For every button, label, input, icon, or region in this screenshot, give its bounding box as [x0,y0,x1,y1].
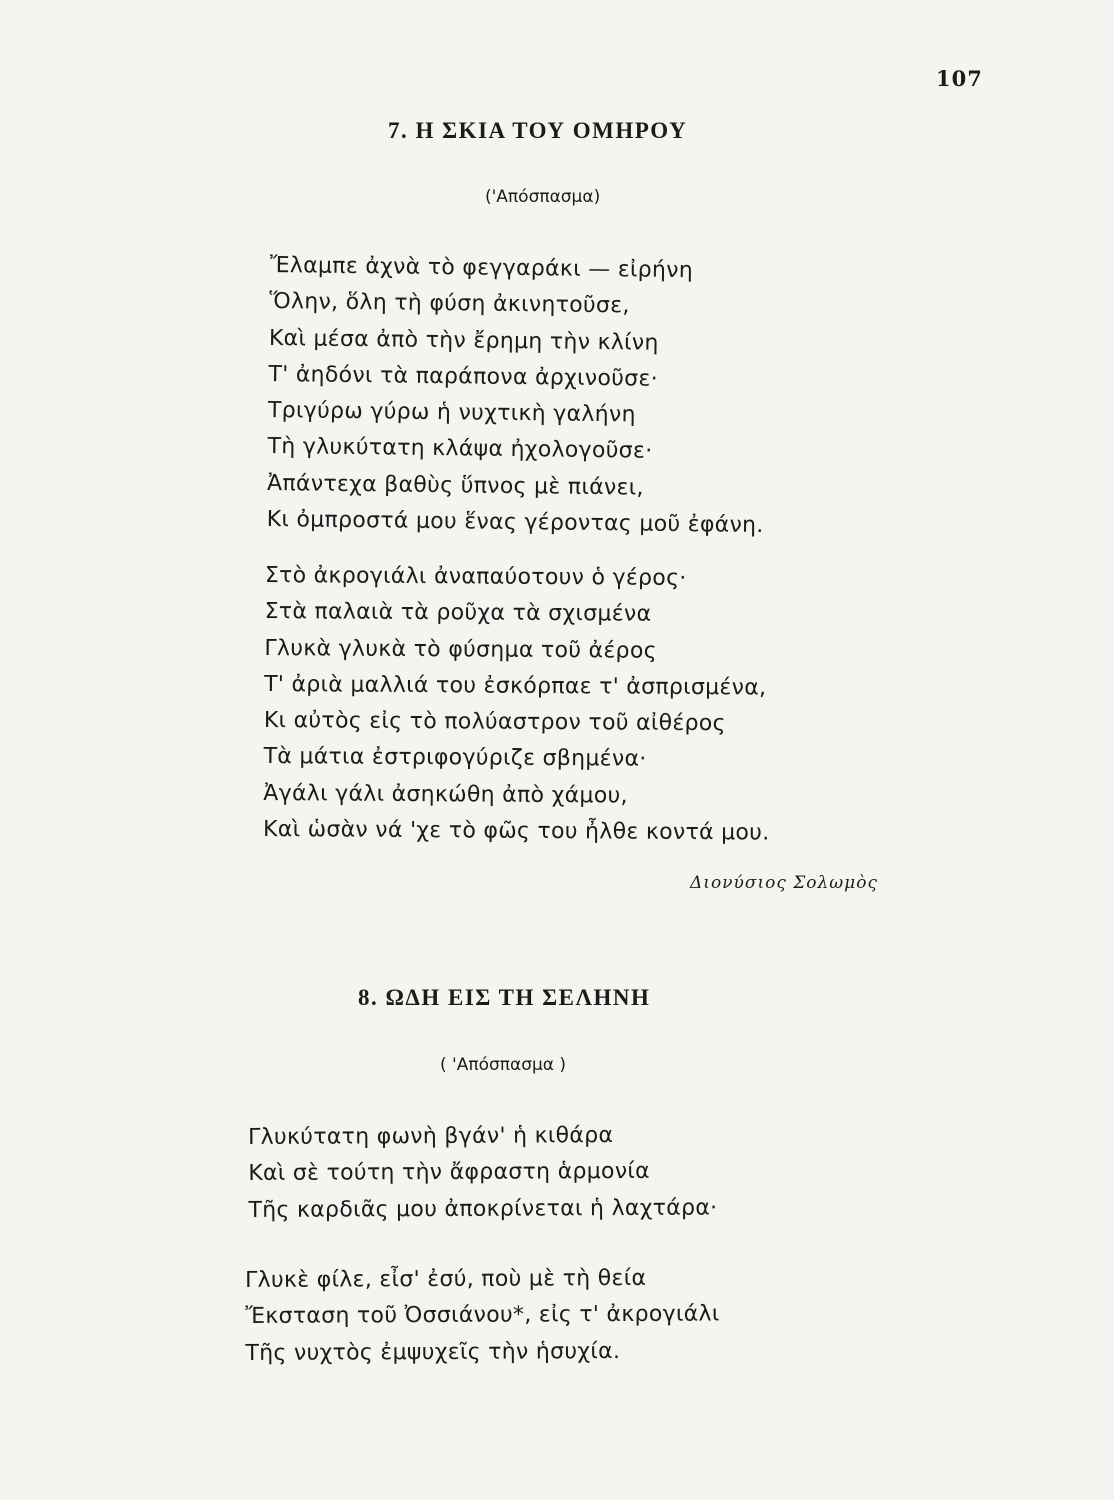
stanza-7-2 [263,558,771,852]
verse-line: Γλυκὰ γλυκὰ τὸ φύσημα τοῦ ἀέρος [264,635,657,664]
stanza-8-2 [245,1261,720,1372]
verse-line: Τὰ μάτια ἐστριφογύριζε σβημένα· [263,744,647,773]
poem-author: Διονύσιος Σολωμὸς [690,873,878,893]
stanza-8-1 [248,1118,718,1229]
verse-line: Στὸ ἀκρογιάλι ἀναπαύοτουν ὁ γέρος· [264,562,687,591]
verse-line: Ἔλαμπε ἀχνὰ τὸ φεγγαράκι — εἰρήνη [269,252,694,284]
verse-line: Καὶ ὡσὰν νά 'χε τὸ φῶς του ἦλθε κοντά μου. [263,817,770,846]
stanza-7-1 [266,248,767,544]
verse-line: Ἀπάντεχα βαθὺς ὕπνος μὲ πιάνει, [266,470,644,501]
verse-line: Γλυκύτατη φωνὴ βγάν' ἡ κιθάρα [248,1123,614,1150]
poem-title-7: 7. Η ΣΚΙΑ ΤΟΥ ΟΜΗΡΟΥ [388,118,688,143]
poem-title-8: 8. ΩΔΗ ΕΙΣ ΤΗ ΣΕΛΗΝΗ [358,985,651,1010]
verse-line: Κι ὀμπροστά μου ἕνας γέροντας μοῦ ἐφάνη. [266,507,764,539]
verse-line: Καὶ σὲ τούτη τὴν ἄφραστη ἁρμονία [248,1159,650,1187]
verse-line: Τριγύρω γύρω ἡ νυχτικὴ γαλήνη [267,398,636,428]
verse-line: Ἔκσταση τοῦ Ὀσσιάνου*, εἰς τ' ἀκρογιάλι [245,1301,720,1330]
verse-line: Τὴ γλυκύτατη κλάψα ἠχολογοῦσε· [267,434,653,465]
verse-line: Ὅλην, ὅλη τὴ φύση ἀκινητοῦσε, [269,289,630,319]
verse-line: Γλυκὲ φίλε, εἶσ' ἐσύ, ποὺ μὲ τὴ θεία [245,1265,647,1293]
poem-subtitle-8: ( 'Απόσπασμα ) [440,1055,567,1075]
verse-line: Τῆς νυχτὸς ἐμψυχεῖς τὴν ἡσυχία. [245,1338,621,1366]
verse-line: Καὶ μέσα ἀπὸ τὴν ἔρημη τὴν κλίνη [268,325,659,356]
poem-subtitle-7: ('Απόσπασμα) [485,187,601,207]
verse-line: Κι αὐτὸς εἰς τὸ πολύαστρον τοῦ αἰθέρος [263,708,726,737]
verse-line: Ἀγάλι γάλι ἀσηκώθη ἀπὸ χάμου, [263,780,628,809]
verse-line: Τ' ἀηδόνι τὰ παράπονα ἀρχινοῦσε· [268,361,659,392]
verse-line: Τ' ἀριὰ μαλλιά του ἐσκόρπαε τ' ἀσπρισμένα, [264,671,767,701]
page-number: 107 [936,66,983,91]
verse-line: Στὰ παλαιὰ τὰ ροῦχα τὰ σχισμένα [264,599,652,627]
verse-line: Τῆς καρδιᾶς μου ἀποκρίνεται ἡ λαχτάρα· [248,1195,718,1223]
